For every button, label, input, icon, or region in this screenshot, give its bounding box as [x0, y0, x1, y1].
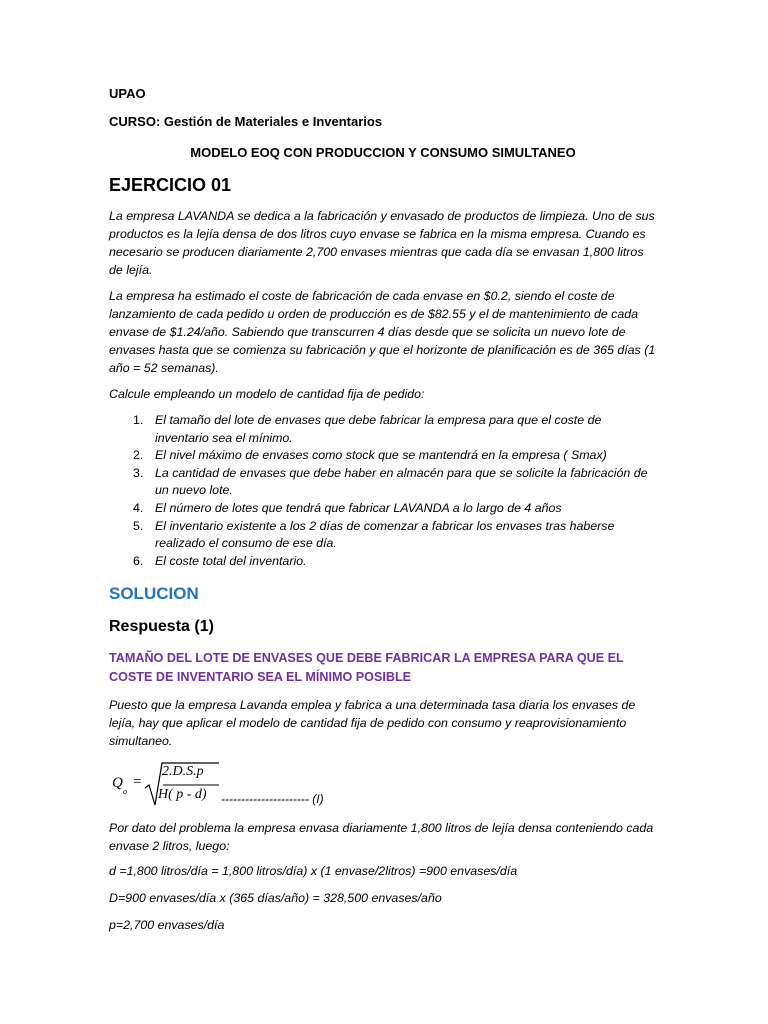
list-item-number: 2. — [133, 448, 144, 463]
list-item-text: El número de lotes que tendrá que fabricar LAVANDA a lo largo de 4 años — [155, 500, 562, 515]
list-item-text: El nivel máximo de envases como stock que se mantendrá en la empresa ( Smax) — [155, 448, 607, 463]
document-title: MODELO EOQ CON PRODUCCION Y CONSUMO SIMULTANEO — [190, 145, 576, 160]
question-list — [109, 412, 657, 570]
exercise-title: EJERCICIO 01 — [109, 175, 232, 195]
list-item — [109, 447, 657, 465]
list-item-number: 3. — [133, 465, 144, 480]
list-item-number: 4. — [133, 500, 144, 515]
list-item-text: El inventario existente a los 2 días de comenzar a fabricar los envases tras haberse realizado el consumo de ese día. — [155, 518, 615, 551]
list-item — [109, 553, 657, 571]
answer-subheading: TAMAÑO DEL LOTE DE ENVASES QUE DEBE FABRICAR LA EMPRESA PARA QUE EL COSTE DE INVENTARIO SEA EL MÍNIMO POSIBLE — [109, 651, 624, 684]
formula-equals: = — [133, 774, 142, 790]
calc-line-annual-demand: D=900 envases/día x (365 días/año) = 328,500 envases/año — [109, 891, 442, 905]
list-item-number: 5. — [133, 518, 144, 533]
list-item-text: La cantidad de envases que debe haber en almacén para que se solicite la fabricación de un nuevo lote. — [155, 465, 648, 498]
list-item-number: 1. — [133, 413, 144, 427]
list-item — [109, 500, 657, 518]
list-item — [109, 465, 657, 500]
formula-numerator: 2.D.S.p — [162, 764, 204, 779]
list-item-number: 6. — [133, 553, 144, 568]
formula-denominator: H( p - d) — [158, 787, 207, 802]
calc-line-production-rate: p=2,700 envases/día — [109, 918, 225, 932]
list-item-text: El tamaño del lote de envases que debe fabricar la empresa para que el coste de inventario sea el mínimo. — [155, 413, 602, 445]
list-item — [109, 412, 657, 447]
solution-heading: SOLUCION — [109, 584, 199, 603]
formula-lhs: Q — [112, 775, 123, 791]
institution-name: UPAO — [109, 86, 146, 101]
formula-lhs-subscript: o — [123, 787, 127, 796]
exercise-paragraph-1: La empresa LAVANDA se dedica a la fabricación y envasado de productos de limpieza. Uno de sus productos es la lejía densa de dos litros cuyo envase se fabrica en la misma empresa. Cuando es necesario se producen diariamente 2,700 envases mientras que cada día se envasan 1,800 litros de lejía. — [109, 209, 655, 277]
exercise-paragraph-3: Calcule empleando un modelo de cantidad fija de pedido: — [109, 387, 425, 401]
calc-line-daily-demand: d =1,800 litros/día = 1,800 litros/día) x (1 envase/2litros) =900 envases/día — [109, 864, 518, 878]
data-intro: Por dato del problema la empresa envasa diariamente 1,800 litros de lejía densa conteniendo cada envase 2 litros, luego: — [109, 821, 654, 853]
course-name: CURSO: Gestión de Materiales e Inventarios — [109, 114, 383, 129]
list-item — [109, 518, 657, 553]
exercise-paragraph-2: La empresa ha estimado el coste de fabricación de cada envase en $0.2, siendo el coste de lanzamiento de cada pedido u orden de producción es de $82.55 y el de mantenimiento de cada envase de $1.24/año. Sabiendo que transcurren 4 días desde que se solicita un nuevo lote de envases hasta que se comienza su fabricación y que el horizonte de planificación es de 365 días (1 año = 52 semanas). — [109, 289, 656, 375]
solution-intro: Puesto que la empresa Lavanda emplea y fabrica a una determinada tasa diaria los envases de lejía, hay que aplicar el modelo de cantidad fija de pedido con consumo y reaprovisionamiento simultaneo. — [109, 698, 636, 748]
eoq-formula — [109, 758, 439, 808]
answer-heading: Respuesta (1) — [109, 618, 214, 635]
formula-tag: ---------------------- (I) — [221, 792, 324, 806]
list-item-text: El coste total del inventario. — [155, 553, 307, 568]
